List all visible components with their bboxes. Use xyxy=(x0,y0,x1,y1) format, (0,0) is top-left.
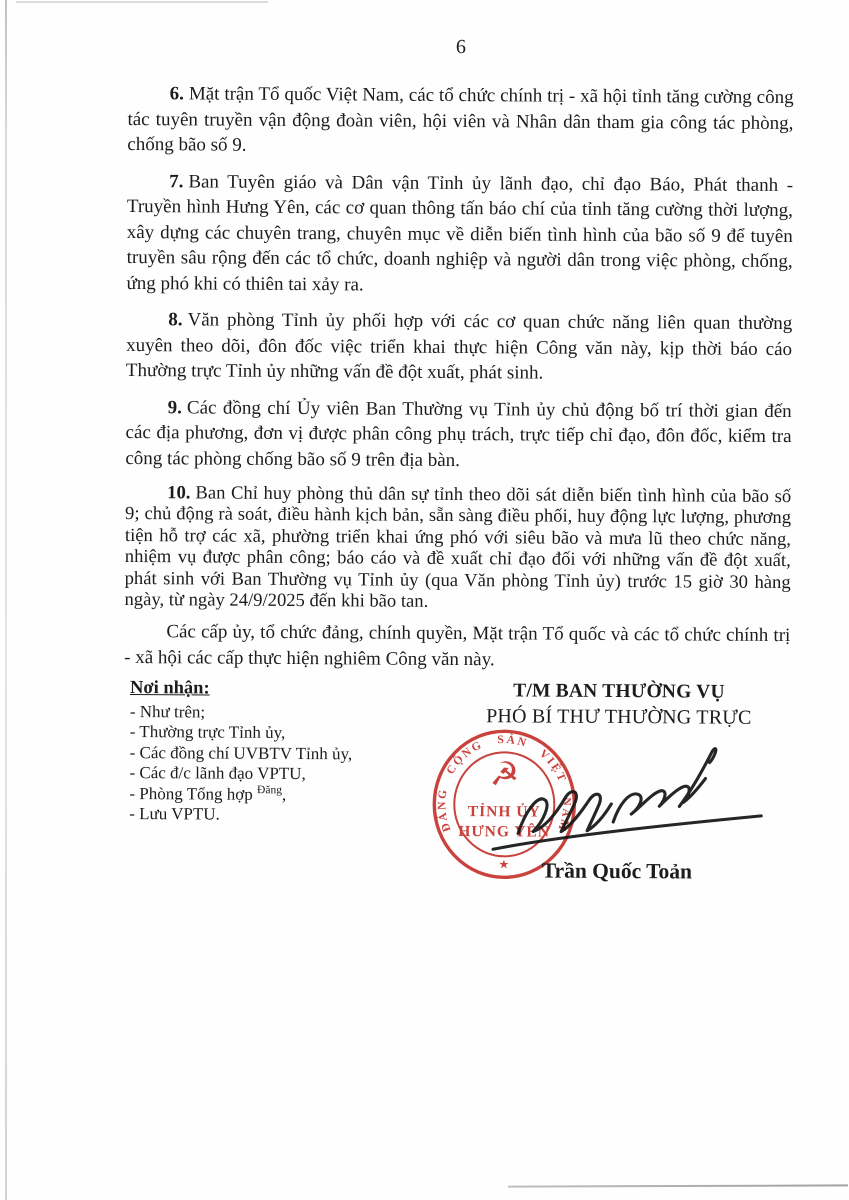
recipients-block xyxy=(129,678,352,826)
handwritten-signature xyxy=(473,734,774,866)
paragraph-8-number: 8. xyxy=(168,309,183,331)
page-number: 6 xyxy=(455,36,466,59)
scan-artifact-left-line xyxy=(5,0,7,1200)
signer-name: Trần Quốc Toản xyxy=(541,858,693,884)
page-content xyxy=(123,34,794,920)
paragraph-8-text: Văn phòng Tỉnh ủy phối hợp với các cơ quan chức năng liên quan thường xuyên theo dõi, đôn đốc việc triển khai thực hiện Công văn này, kịp thời báo cáo Thường trực Tỉnh ủy những vấn đề đột xuất, phát sinh. xyxy=(125,309,793,384)
paragraph-6 xyxy=(127,81,793,162)
signer-title: PHÓ BÍ THƯ THƯỜNG TRỰC xyxy=(486,705,752,730)
paragraph-8 xyxy=(126,307,792,388)
paragraph-6-number: 6. xyxy=(169,83,184,105)
paragraph-7-text: Ban Tuyên giáo và Dân vận Tỉnh ủy lãnh đạo, chỉ đạo Báo, Phát thanh - Truyền hình Hưng Yên, các cơ quan thông tấn báo chí của tỉnh tăng cường thời lượng, xây dựng các chuyên trang, chuyên mục về diễn biến tình hình của bão số 9 để tuyên truyền sâu rộng đến các tổ chức, doanh nghiệp và người dân trong việc phòng, chống, ứng phó khi có thiên tai xảy ra. xyxy=(126,170,794,295)
paragraph-10-text: Ban Chỉ huy phòng thủ dân sự tỉnh theo dõi sát diễn biến tình hình của bão số 9; chủ động rà soát, điều hành kịch bản, sẵn sàng điều phối, huy động lực lượng, phương tiện hỗ trợ các xã, phường triển khai ứng phó với siêu bão và mưa lũ theo chức năng, nhiệm vụ được phân công; báo cáo và đề xuất chỉ đạo đối với những vấn đề đột xuất, phát sinh với Ban Thường vụ Tỉnh ủy (qua Văn phòng Tỉnh ủy) trước 15 giờ 30 hàng ngày, từ ngày 24/9/2025 đến khi bão tan. xyxy=(124,482,792,612)
signature-stroke-flourish xyxy=(679,749,716,807)
recipient-item: - Các đ/c lãnh đạo VPTU, xyxy=(129,763,306,784)
paragraph-10 xyxy=(124,482,791,615)
recipient-item-text: - Phòng Tổng hợp xyxy=(129,783,258,804)
scan-artifact-top-line xyxy=(16,1,268,3)
paragraph-9-number: 9. xyxy=(167,396,183,418)
seal-ring-text: ĐẢNG CỘNG SẢN VIỆT NAM xyxy=(436,734,573,835)
paragraph-7 xyxy=(126,168,793,300)
signature-stroke-humps xyxy=(613,778,705,823)
paragraph-6-text: Mặt trận Tổ quốc Việt Nam, các tổ chức chính trị - xã hội tỉnh tăng cường công tác tuyên truyền vận động đoàn viên, hội viên và Nhân dân tham gia công tác phòng, chống bão số 9. xyxy=(127,83,794,156)
paragraph-7-number: 7. xyxy=(169,170,184,192)
recipient-item: - Như trên; xyxy=(129,701,206,722)
signature-heading-block xyxy=(458,678,780,731)
seal-line2: HƯNG YÊN xyxy=(458,823,551,842)
recipient-item: - Thường trực Tỉnh ủy, xyxy=(129,722,286,743)
hammer-sickle-icon: ☭ xyxy=(489,754,520,794)
recipient-item: - Các đồng chí UVBTV Tỉnh ủy, xyxy=(129,742,353,764)
scan-artifact-bottom-line xyxy=(508,1184,848,1187)
recipient-item: - Lưu VPTU. xyxy=(129,804,220,825)
recipient-item xyxy=(129,784,352,806)
recipient-item-superscript: Đăng xyxy=(257,784,283,797)
seal-line1: TỈNH ỦY xyxy=(467,803,541,821)
signing-authority: T/M BAN THƯỜNG VỤ xyxy=(513,680,725,704)
recipients-heading: Nơi nhận: xyxy=(129,678,210,699)
recipient-item-after: , xyxy=(281,784,287,804)
closing-text: Các cấp ủy, tổ chức đảng, chính quyền, Mặt trận Tổ quốc và các tổ chức chính trị - xã hội các cấp thực hiện nghiêm Công văn này. xyxy=(124,621,791,671)
footer-block xyxy=(123,676,790,920)
paragraph-9 xyxy=(125,394,791,475)
signature-stroke-loops xyxy=(518,792,611,835)
paragraph-10-number: 10. xyxy=(167,482,191,504)
closing-paragraph xyxy=(124,619,790,674)
star-icon: ★ xyxy=(498,857,510,872)
paragraph-9-text: Các đồng chí Ủy viên Ban Thường vụ Tỉnh ủy chủ động bố trí thời gian đến các địa phương, đơn vị được phân công phụ trách, trực tiếp chỉ đạo, đôn đốc, kiểm tra công tác phòng chống bão số 9 trên địa bàn. xyxy=(125,396,792,471)
